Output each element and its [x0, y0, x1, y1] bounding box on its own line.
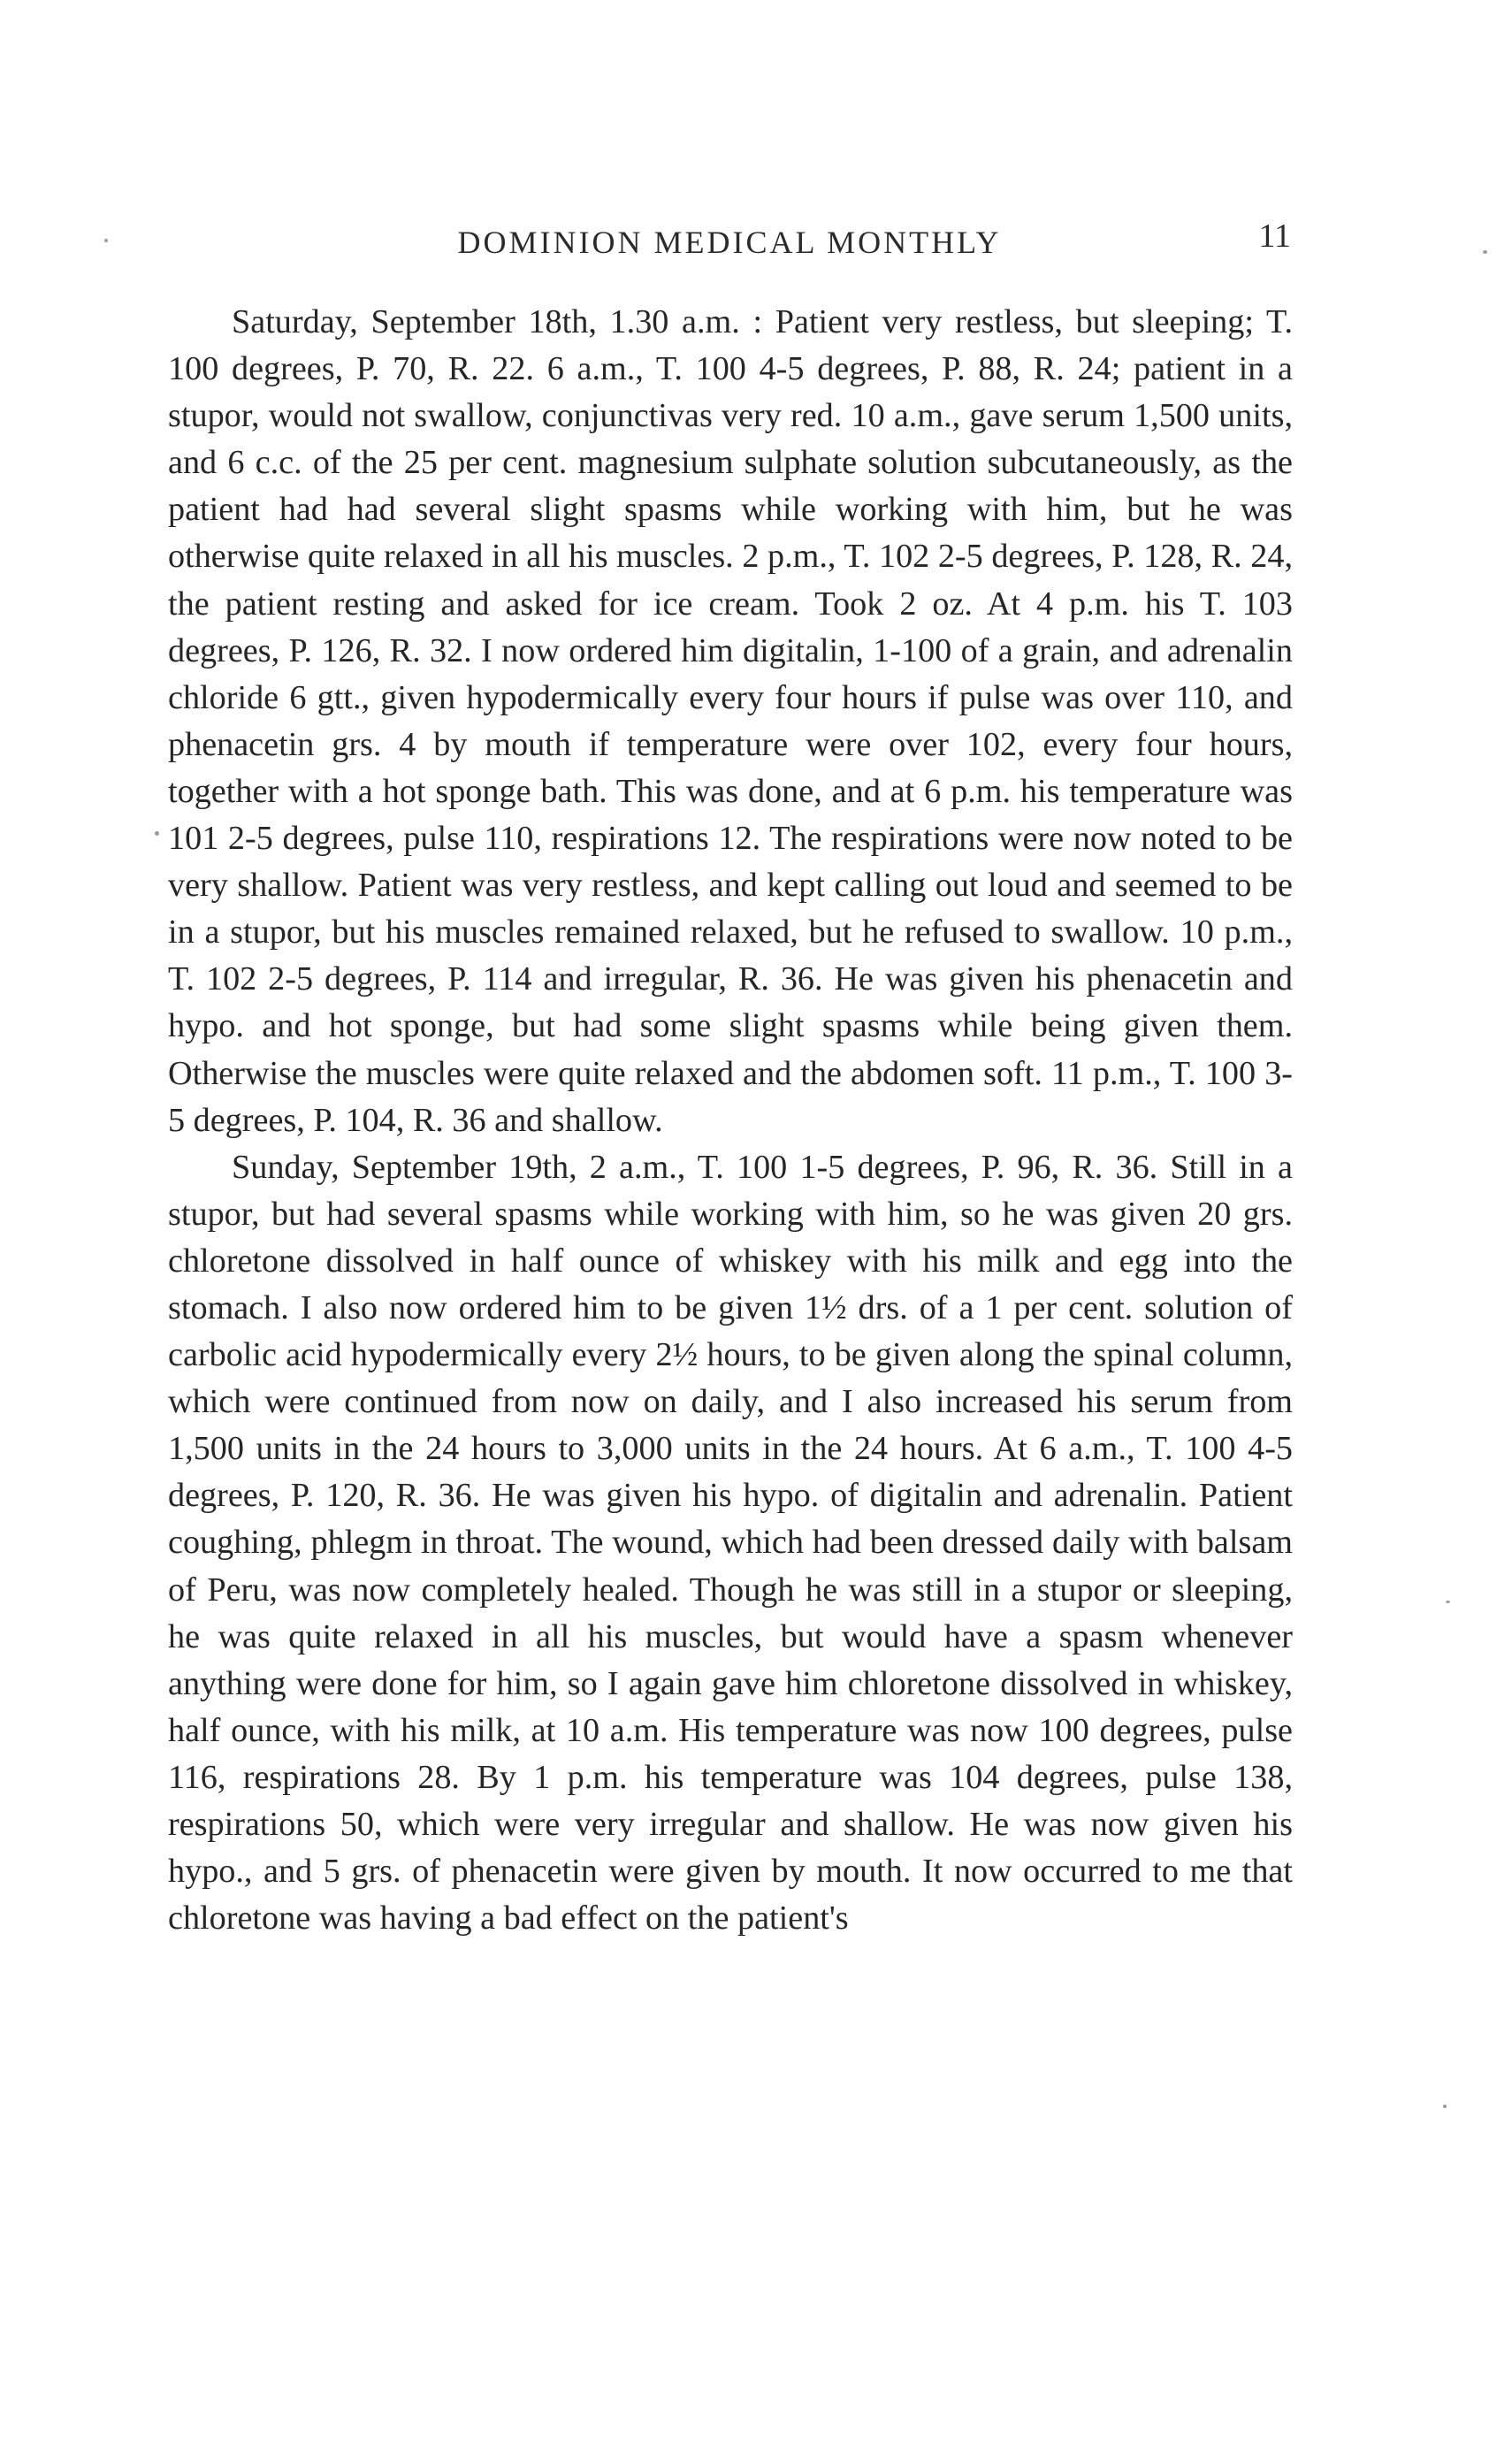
- page-number: 11: [1258, 218, 1291, 255]
- paragraph-saturday: Saturday, September 18th, 1.30 a.m. : Patient very restless, but sleeping; T. 100 degrees, P. 70, R. 22. 6 a.m., T. 100 4-5 degrees, P. 88, R. 24; patient in a stupor, would not swallow, conjunctivas very red. 10 a.m., gave serum 1,500 units, and 6 c.c. of the 25 per cent. magnesium sulphate solution subcutaneously, as the patient had had several slight spasms while working with him, but he was otherwise quite relaxed in all his muscles. 2 p.m., T. 102 2-5 degrees, P. 128, R. 24, the patient resting and asked for ice cream. Took 2 oz. At 4 p.m. his T. 103 degrees, P. 126, R. 32. I now ordered him digitalin, 1-100 of a grain, and adrenalin chloride 6 gtt., given hypodermically every four hours if pulse was over 110, and phenacetin grs. 4 by mouth if temperature were over 102, every four hours, together with a hot sponge bath. This was done, and at 6 p.m. his temperature was 101 2-5 degrees, pulse 110, respirations 12. The respirations were now noted to be very shallow. Patient was very restless, and kept calling out loud and seemed to be in a stupor, but his muscles remained relaxed, but he refused to swallow. 10 p.m., T. 102 2-5 degrees, P. 114 and irregular, R. 36. He was given his phenacetin and hypo. and hot sponge, but had some slight spasms while being given them. Otherwise the muscles were quite relaxed and the abdomen soft. 11 p.m., T. 100 3-5 degrees, P. 104, R. 36 and shallow.: [168, 303, 1293, 1139]
- scan-speck: [1443, 2105, 1447, 2108]
- body-text: [168, 299, 1293, 1942]
- running-head: DOMINION MEDICAL MONTHLY: [457, 225, 1002, 260]
- scan-speck: [1446, 1601, 1450, 1603]
- scan-speck: [155, 831, 159, 836]
- paragraph-sunday: Sunday, September 19th, 2 a.m., T. 100 1-5 degrees, P. 96, R. 36. Still in a stupor, but had several spasms while working with him, so he was given 20 grs. chloretone dissolved in half ounce of whiskey with his milk and egg into the stomach. I also now ordered him to be given 1½ drs. of a 1 per cent. solution of carbolic acid hypodermically every 2½ hours, to be given along the spinal column, which were continued from now on daily, and I also increased his serum from 1,500 units in the 24 hours to 3,000 units in the 24 hours. At 6 a.m., T. 100 4-5 degrees, P. 120, R. 36. He was given his hypo. of digitalin and adrenalin. Patient coughing, phlegm in throat. The wound, which had been dressed daily with balsam of Peru, was now completely healed. Though he was still in a stupor or sleeping, he was quite relaxed in all his muscles, but would have a spasm whenever anything were done for him, so I again gave him chloretone dissolved in whiskey, half ounce, with his milk, at 10 a.m. His temperature was now 100 degrees, pulse 116, respirations 28. By 1 p.m. his temperature was 104 degrees, pulse 138, respirations 50, which were very irregular and shallow. He was now given his hypo., and 5 grs. of phenacetin were given by mouth. It now occurred to me that chloretone was having a bad effect on the patient's: [168, 1148, 1293, 1937]
- scan-speck: [104, 239, 108, 242]
- page-header: [168, 217, 1291, 270]
- scan-speck: [1483, 250, 1487, 254]
